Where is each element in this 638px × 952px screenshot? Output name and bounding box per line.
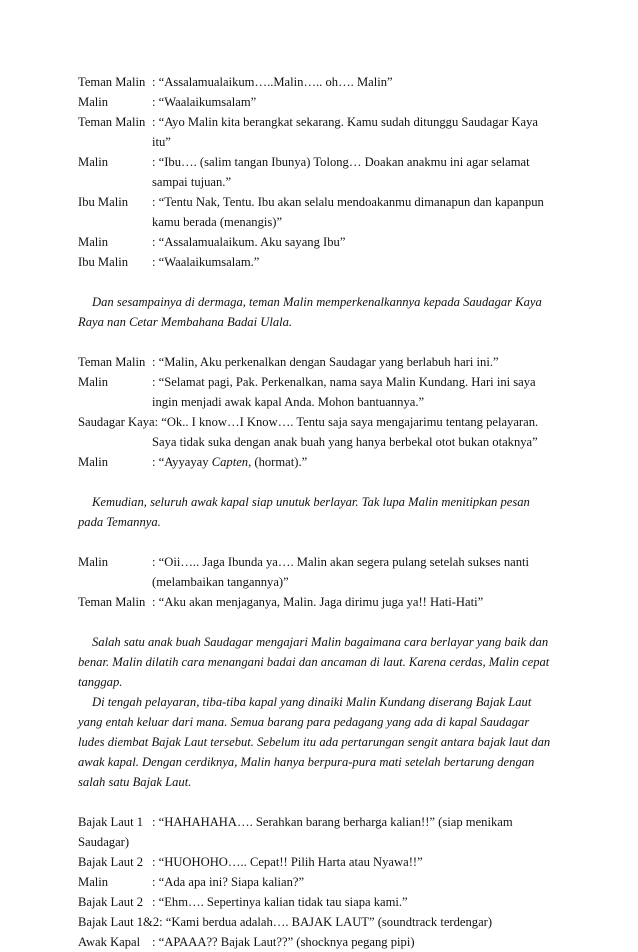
speaker-name: Malin [78, 875, 109, 889]
dialogue-text: ingin menjadi awak kapal Anda. Mohon bantuannya.” [152, 395, 425, 409]
speaker-name: Teman Malin [78, 115, 146, 129]
dialogue-text: : “HUOHOHO….. Cepat!! Pilih Harta atau Nyawa!!” [152, 855, 423, 869]
narration-block-2 [78, 492, 563, 532]
speaker-name: Teman Malin [78, 355, 146, 369]
narration-text: Raya nan Cetar Membahana Badai Ulala. [78, 315, 293, 329]
dialogue-continuation [78, 432, 563, 452]
dialogue-text: : “Oii….. Jaga Ibunda ya…. Malin akan segera pulang setelah sukses nanti [152, 555, 530, 569]
speaker-name: Teman Malin [78, 75, 146, 89]
narration-text: salah satu Bajak Laut. [78, 775, 192, 789]
dialogue-text: : “Waalaikumsalam.” [152, 255, 260, 269]
dialogue-continuation [78, 392, 563, 412]
dialogue-line [78, 232, 563, 252]
narration-block-3 [78, 632, 563, 692]
speaker-name: Malin [78, 455, 109, 469]
dialogue-continuation [78, 832, 563, 852]
narration-line [78, 632, 563, 652]
narration-text: benar. Malin dilatih cara menangani badai dan ancaman di laut. Karena cerdas, Malin cepat [78, 655, 550, 669]
speaker-name: Teman Malin [78, 595, 146, 609]
dialogue-line [78, 592, 563, 612]
spacer [78, 272, 563, 292]
speaker-name: Ibu Malin [78, 255, 129, 269]
dialogue-text: : “Selamat pagi, Pak. Perkenalkan, nama saya Malin Kundang. Hari ini saya [152, 375, 536, 389]
dialogue-text: , (hormat).” [248, 455, 308, 469]
dialogue-text: : “Assalamualaikum. Aku sayang Ibu” [152, 235, 346, 249]
narration-line [78, 292, 563, 312]
narration-block-4 [78, 692, 563, 792]
dialogue-continuation [78, 132, 563, 152]
narration-line [78, 772, 563, 792]
dialogue-line [78, 452, 563, 472]
dialogue-line [78, 72, 563, 92]
dialogue-text: Saudagar) [78, 835, 130, 849]
narration-line [78, 652, 563, 672]
dialogue-text: : “Ehm…. Sepertinya kalian tidak tau siapa kami.” [152, 895, 408, 909]
dialogue-line [78, 352, 563, 372]
dialogue-continuation [78, 212, 563, 232]
dialogue-block-2 [78, 352, 563, 472]
dialogue-block-1 [78, 72, 563, 272]
dialogue-text: : “Aku akan menjaganya, Malin. Jaga dirimu juga ya!! Hati-Hati” [152, 595, 484, 609]
dialogue-text: : “Tentu Nak, Tentu. Ibu akan selalu mendoakanmu dimanapun dan kapanpun [152, 195, 544, 209]
dialogue-line [78, 892, 563, 912]
narration-line [78, 672, 563, 692]
dialogue-text: itu” [152, 135, 171, 149]
dialogue-line [78, 152, 563, 172]
speaker-name: Ibu Malin [78, 195, 129, 209]
narration-text: Salah satu anak buah Saudagar mengajari Malin bagaimana cara berlayar yang baik dan [92, 635, 549, 649]
script-page [78, 72, 563, 952]
narration-line [78, 312, 563, 332]
dialogue-text: : “Malin, Aku perkenalkan dengan Saudagar yang berlabuh hari ini.” [152, 355, 499, 369]
dialogue-line [78, 852, 563, 872]
narration-text: yang entah keluar dari mana. Semua barang para pedagang yang ada di kapal Saudagar [78, 715, 530, 729]
narration-line [78, 512, 563, 532]
spacer [78, 332, 563, 352]
speaker-name: Malin [78, 555, 109, 569]
narration-block-1 [78, 292, 563, 332]
speaker-name: Bajak Laut 1 [78, 815, 144, 829]
dialogue-text: : “APAAA?? Bajak Laut??” (shocknya pegang pipi) [152, 935, 415, 949]
dialogue-text: : “Ibu…. (salim tangan Ibunya) Tolong… Doakan anakmu ini agar selamat [152, 155, 530, 169]
speaker-name: Awak Kapal [78, 935, 141, 949]
dialogue-text: kamu berada (menangis)” [152, 215, 283, 229]
speaker-name: Malin [78, 155, 109, 169]
spacer [78, 612, 563, 632]
dialogue-text: : “Ayyayay [152, 455, 212, 469]
dialogue-line [78, 552, 563, 572]
dialogue-emphasis: Capten [211, 455, 249, 469]
dialogue-text: : “HAHAHAHA…. Serahkan barang berharga kalian!!” (siap menikam [152, 815, 513, 829]
dialogue-line [78, 112, 563, 132]
dialogue-text: (melambaikan tangannya)” [152, 575, 289, 589]
dialogue-text: : “Waalaikumsalam” [152, 95, 257, 109]
dialogue-text: Saudagar Kaya: “Ok.. I know…I Know…. Tentu saja saya mengajarimu tentang pelayaran. [78, 415, 539, 429]
dialogue-line [78, 252, 563, 272]
dialogue-text: : “Ayo Malin kita berangkat sekarang. Kamu sudah ditunggu Saudagar Kaya [152, 115, 538, 129]
narration-line [78, 712, 563, 732]
dialogue-line [78, 912, 563, 932]
dialogue-line [78, 372, 563, 392]
dialogue-text: : “Assalamualaikum…..Malin….. oh…. Malin” [152, 75, 393, 89]
speaker-name: Malin [78, 375, 109, 389]
dialogue-continuation [78, 572, 563, 592]
dialogue-text: Saya tidak suka dengan anak buah yang hanya berbekal otot bukan otaknya” [152, 435, 538, 449]
narration-line [78, 692, 563, 712]
dialogue-text: Bajak Laut 1&2: “Kami berdua adalah…. BAJAK LAUT” (soundtrack terdengar) [78, 915, 493, 929]
dialogue-line [78, 92, 563, 112]
narration-text: tanggap. [78, 675, 123, 689]
spacer [78, 792, 563, 812]
narration-text: Di tengah pelayaran, tiba-tiba kapal yang dinaiki Malin Kundang diserang Bajak Laut [92, 695, 532, 709]
speaker-name: Malin [78, 95, 109, 109]
dialogue-continuation [78, 172, 563, 192]
dialogue-line [78, 932, 563, 952]
dialogue-block-3 [78, 552, 563, 612]
speaker-name: Malin [78, 235, 109, 249]
narration-text: Kemudian, seluruh awak kapal siap unutuk berlayar. Tak lupa Malin menitipkan pesan [92, 495, 530, 509]
dialogue-text: : “Ada apa ini? Siapa kalian?” [152, 875, 305, 889]
narration-text: Dan sesampainya di dermaga, teman Malin memperkenalkannya kepada Saudagar Kaya [92, 295, 542, 309]
speaker-name: Bajak Laut 2 [78, 855, 144, 869]
dialogue-line [78, 812, 563, 832]
dialogue-line [78, 872, 563, 892]
dialogue-text: sampai tujuan.” [152, 175, 232, 189]
narration-text: ludes diembat Bajak Laut tersebut. Sebelum itu ada pertarungan sengit antara bajak laut dan [78, 735, 551, 749]
spacer [78, 472, 563, 492]
dialogue-line [78, 192, 563, 212]
speaker-name: Bajak Laut 2 [78, 895, 144, 909]
dialogue-block-4 [78, 812, 563, 952]
dialogue-line [78, 412, 563, 432]
narration-text: awak kapal. Dengan cerdiknya, Malin hanya berpura-pura mati setelah bertarung dengan [78, 755, 535, 769]
narration-line [78, 752, 563, 772]
spacer [78, 532, 563, 552]
narration-line [78, 732, 563, 752]
narration-line [78, 492, 563, 512]
narration-text: pada Temannya. [78, 515, 161, 529]
